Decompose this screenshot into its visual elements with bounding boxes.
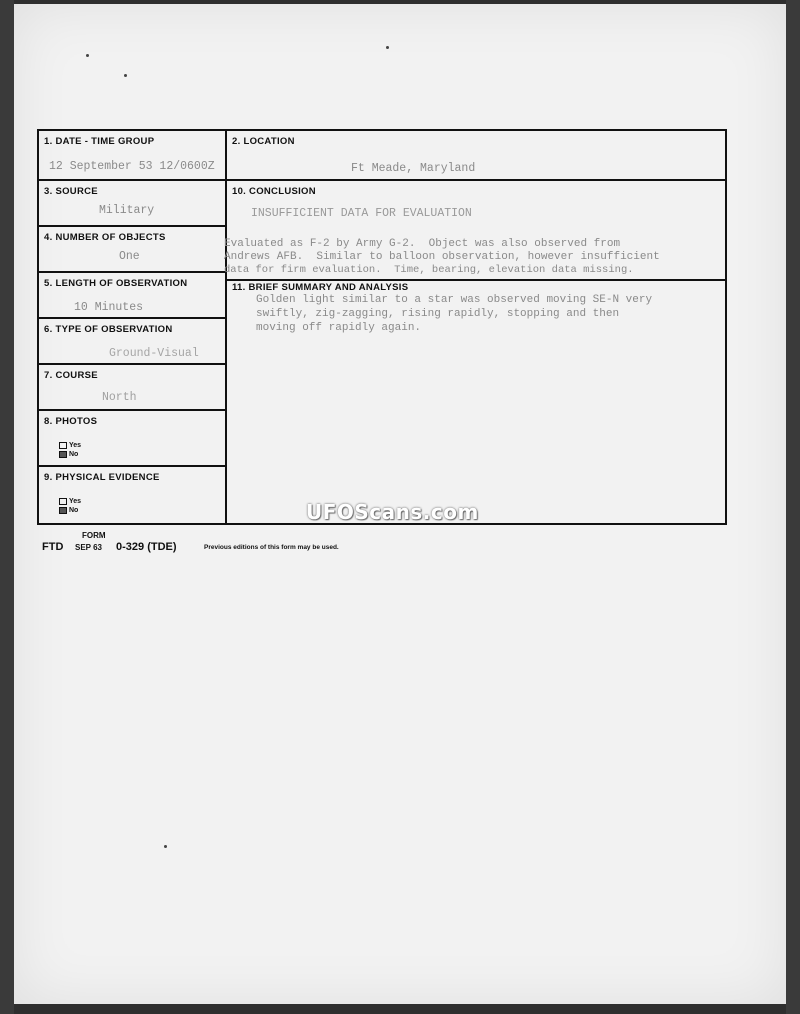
physical-evidence-yes-label: Yes [69,498,82,505]
dust-speck [86,54,89,57]
form-notice: Previous editions of this form may be used. [204,544,339,551]
checkbox-checked-icon [59,451,67,458]
summary-text-line: moving off rapidly again. [256,322,422,334]
summary-label: 11. BRIEF SUMMARY AND ANALYSIS [232,282,409,293]
scan-edge-left [0,0,14,1014]
source-value: Military [99,204,155,217]
dust-speck [164,845,167,848]
length-of-observation-cell [39,273,225,319]
summary-text-line: Golden light similar to a star was observed moving SE-N very [256,294,653,306]
course-label: 7. COURSE [44,370,98,381]
conclusion-text-line: data for firm evaluation. Time, bearing, elevation data missing. [224,264,634,276]
type-of-observation-value: Ground-Visual [109,347,199,360]
physical-evidence-no-label: No [69,507,79,514]
conclusion-text-line: Evaluated as F-2 by Army G-2. Object was also observed from [224,238,621,250]
location-cell [227,131,725,181]
source-label: 3. SOURCE [44,186,98,197]
source-cell [39,181,225,227]
number-of-objects-label: 4. NUMBER OF OBJECTS [44,232,166,243]
dust-speck [386,46,389,49]
course-cell [39,365,225,411]
photos-cell [39,411,225,467]
physical-evidence-yes-option [59,497,81,506]
length-of-observation-label: 5. LENGTH OF OBSERVATION [44,278,188,289]
number-of-objects-value: One [119,250,140,263]
checkbox-checked-icon [59,507,67,514]
checkbox-empty-icon [59,442,67,449]
form-word: FORM [82,531,106,540]
left-column [39,131,227,523]
photos-yes-label: Yes [69,442,82,449]
location-value: Ft Meade, Maryland [351,162,476,175]
photos-no-label: No [69,451,79,458]
photos-label: 8. PHOTOS [44,416,98,427]
physical-evidence-label: 9. PHYSICAL EVIDENCE [44,472,160,483]
location-label: 2. LOCATION [232,136,295,147]
date-time-group-value: 12 September 53 12/0600Z [49,160,215,173]
date-time-group-cell [39,131,225,181]
course-value: North [102,391,137,404]
watermark: UFOScans.com [306,500,479,524]
type-of-observation-cell [39,319,225,365]
photos-no-option [59,450,78,459]
form-number: 0-329 (TDE) [116,541,177,553]
dust-speck [124,74,127,77]
date-time-group-label: 1. DATE - TIME GROUP [44,136,155,147]
conclusion-label: 10. CONCLUSION [232,186,316,197]
conclusion-value: INSUFFICIENT DATA FOR EVALUATION [251,207,472,220]
type-of-observation-label: 6. TYPE OF OBSERVATION [44,324,173,335]
checkbox-empty-icon [59,498,67,505]
form-ftd: FTD [42,541,64,553]
scan-edge-right [786,0,800,1014]
photos-yes-option [59,441,81,450]
length-of-observation-value: 10 Minutes [74,301,144,314]
physical-evidence-cell [39,467,225,523]
form-date: SEP 63 [75,543,102,552]
physical-evidence-no-option [59,506,78,515]
summary-text-line: swiftly, zig-zagging, rising rapidly, stopping and then [256,308,620,320]
number-of-objects-cell [39,227,225,273]
conclusion-text-line: Andrews AFB. Similar to balloon observation, however insufficient [224,251,660,263]
